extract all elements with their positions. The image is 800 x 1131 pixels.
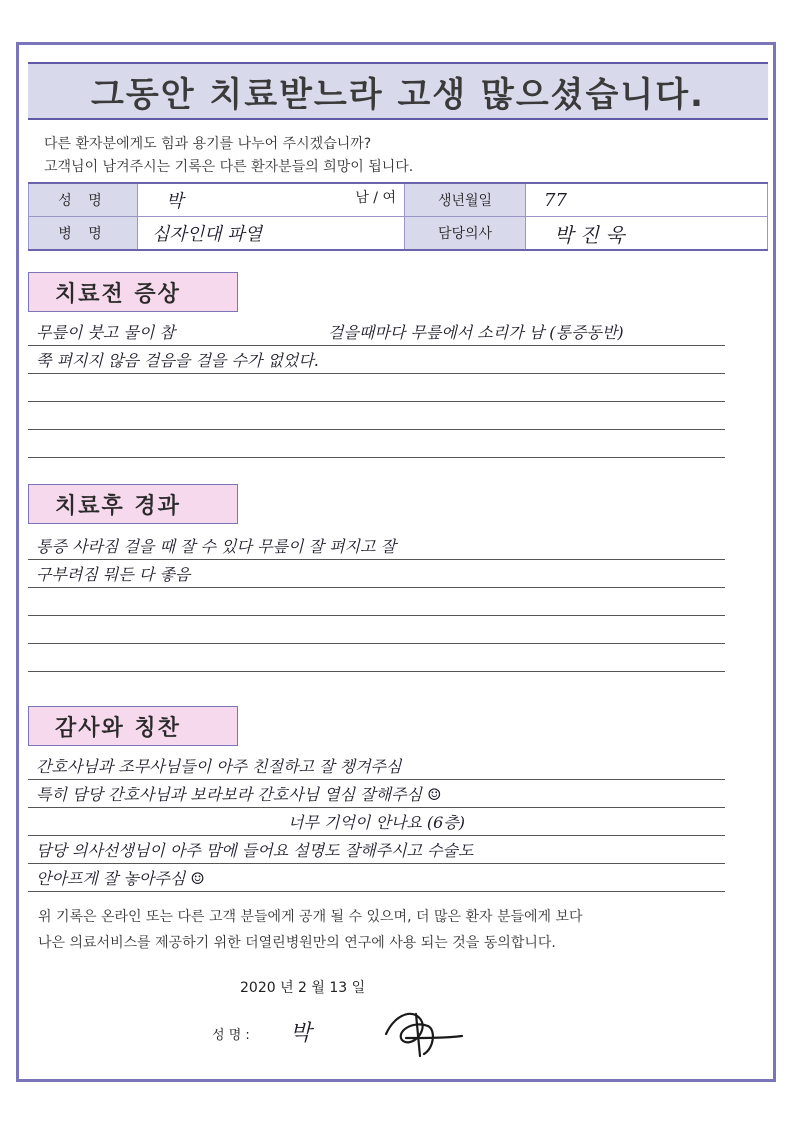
- intro-line-1: 다른 환자분에게도 힘과 용기를 나누어 주시겠습니까?: [44, 136, 372, 152]
- signature-label: 성 명 :: [212, 1028, 250, 1043]
- gender-value: 남 / 여: [355, 190, 396, 206]
- birth-cell: [526, 183, 768, 217]
- doctor-value: 박 진 욱: [554, 222, 625, 247]
- after-line-5: [28, 644, 725, 672]
- after-line-1: 통증 사라짐 걸을 때 잘 수 있다 무릎이 잘 펴지고 잘: [28, 532, 725, 560]
- thanks-heading: 감사와 칭찬: [28, 706, 238, 746]
- thanks-line-3: 너무 기억이 안나요 (6층): [28, 808, 725, 836]
- form-title: 그동안 치료받느라 고생 많으셨습니다.: [28, 62, 768, 120]
- patient-info-table: [28, 182, 768, 251]
- before-treatment-heading: 치료전 증상: [28, 272, 238, 312]
- name-value: 박: [166, 191, 184, 212]
- before-treatment-lines: [28, 318, 725, 458]
- before-line-4: [28, 402, 725, 430]
- doctor-cell: [526, 217, 768, 251]
- after-treatment-lines: [28, 532, 725, 672]
- after-line-3: [28, 588, 725, 616]
- handwritten-signature: [376, 1004, 466, 1064]
- thanks-line-2: 특히 담당 간호사님과 보라보라 간호사님 열심 잘해주심 ☺: [28, 780, 725, 808]
- date: 2020 년 2 월 13 일: [240, 980, 366, 996]
- before-line-3: [28, 374, 725, 402]
- name-label: 성 명: [29, 183, 138, 217]
- disease-cell: [138, 217, 405, 251]
- after-treatment-heading: 치료후 경과: [28, 484, 238, 524]
- disease-label: 병 명: [29, 217, 138, 251]
- after-line-4: [28, 616, 725, 644]
- signature-name: 박: [290, 1021, 312, 1046]
- thanks-line-5: 안아프게 잘 놓아주심 ☺: [28, 864, 725, 892]
- consent-line-1: 위 기록은 온라인 또는 다른 고객 분들에게 공개 될 수 있으며, 더 많은 환자 분들에게 보다: [38, 909, 583, 925]
- before-line-2: 쭉 펴지지 않음 걸음을 걸을 수가 없었다.: [28, 346, 725, 374]
- consent-line-2: 나은 의료서비스를 제공하기 위한 더열린병원만의 연구에 사용 되는 것을 동의합니다.: [38, 935, 556, 951]
- thanks-lines: [28, 752, 725, 892]
- disease-value: 십자인대 파열: [152, 224, 263, 245]
- thanks-line-1: 간호사님과 조무사님들이 아주 친절하고 잘 챙겨주심: [28, 752, 725, 780]
- doctor-label: 담당의사: [405, 217, 526, 251]
- name-cell: [138, 183, 405, 217]
- before-line-5: [28, 430, 725, 458]
- intro-line-2: 고객님이 남겨주시는 기록은 다른 환자분들의 희망이 됩니다.: [44, 159, 414, 175]
- birth-value: 77: [544, 189, 567, 211]
- thanks-line-4: 담당 의사선생님이 아주 맘에 들어요 설명도 잘해주시고 수술도: [28, 836, 725, 864]
- birth-label: 생년월일: [405, 183, 526, 217]
- before-line-1: 무릎이 붓고 물이 참 걸을때마다 무릎에서 소리가 남 (통증동반): [28, 318, 725, 346]
- after-line-2: 구부려짐 뭐든 다 좋음: [28, 560, 725, 588]
